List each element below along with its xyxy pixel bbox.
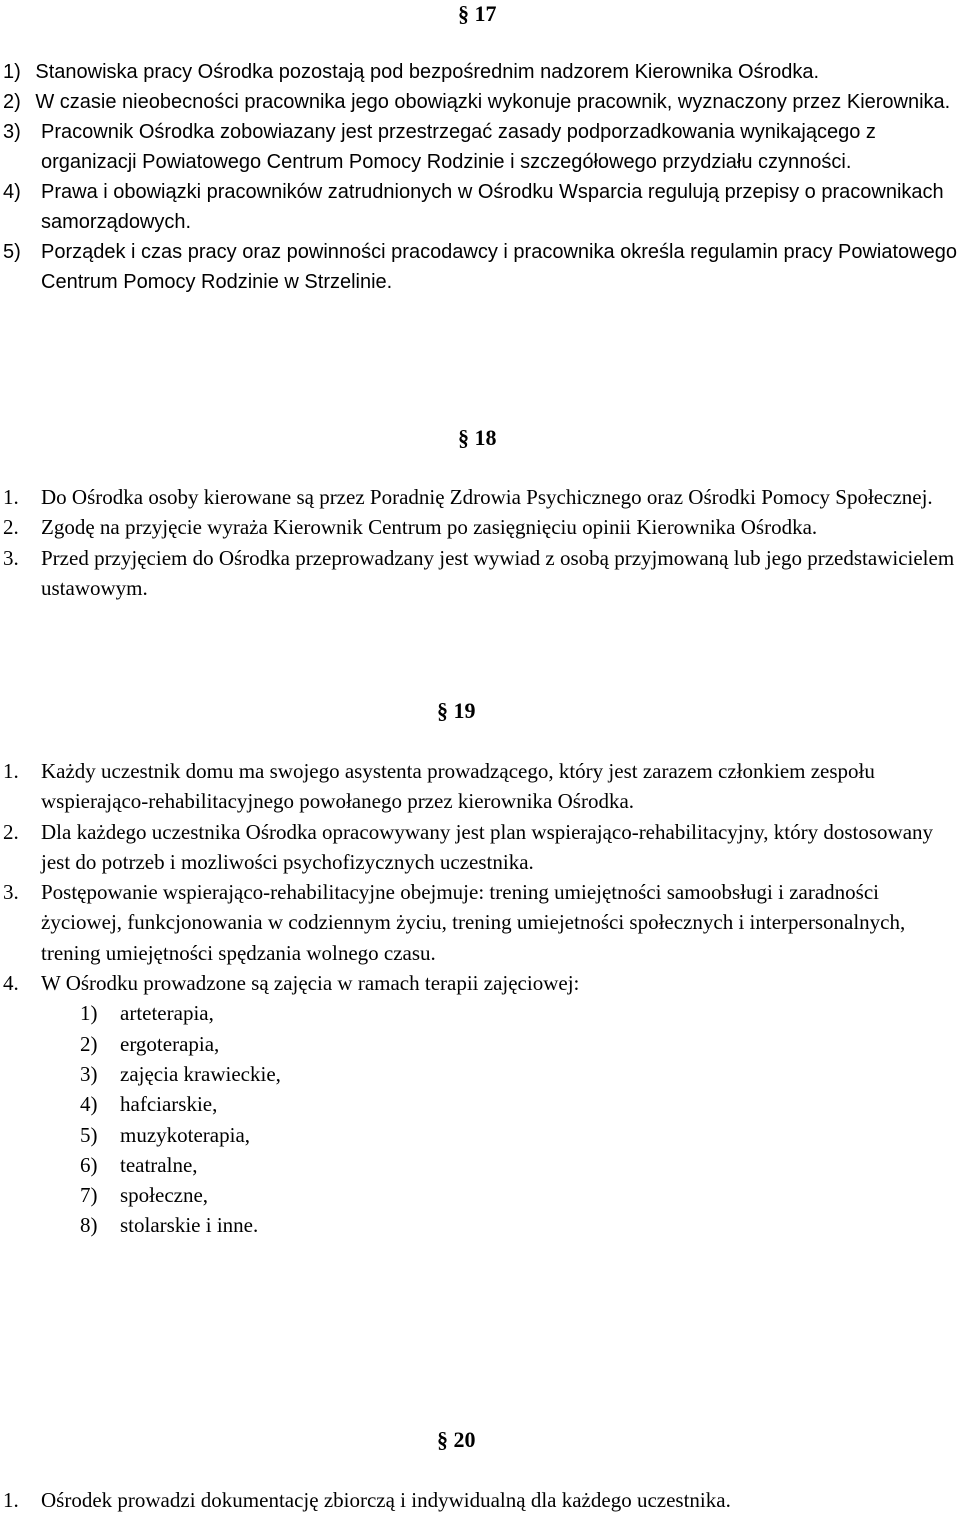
section-20-heading: § 20 [437,1427,476,1452]
list-item [0,482,960,512]
subitem-number: 7) [80,1183,98,1208]
list-item [0,87,960,117]
item-number: 4) [3,181,21,203]
subitem-number: 8) [80,1213,98,1238]
subitem-text: muzykoterapia, [120,1122,251,1147]
subitem-text: społeczne, [120,1183,209,1208]
section-20-list [0,1485,960,1515]
item-number: 1. [3,485,19,509]
section-17-heading: § 17 [458,1,497,26]
item-text: Każdy uczestnik domu ma swojego asystenta prowadzącego, który jest zarazem członkiem zespołu wspierająco-rehabilitacyjnego powołanego przez kierownika Ośrodka. [41,759,875,814]
item-text: Dla każdego uczestnika Ośrodka opracowywany jest plan wspierająco-rehabilitacyjny, który dostosowany jest do potrzeb i mozliwości psychofizycznych uczestnika. [41,819,934,874]
sublist-item [0,1150,960,1180]
therapy-sublist [0,998,960,1240]
subitem-number: 6) [80,1152,98,1177]
item-text: Stanowiska pracy Ośrodka pozostają pod bezpośrednim nadzorem Kierownika Ośrodka. [35,61,820,83]
list-item [0,1485,960,1515]
section-19-list [0,756,960,1241]
list-item [0,117,960,177]
subitem-text: zajęcia krawieckie, [120,1061,281,1086]
item-number: 2) [3,91,21,113]
item-text: W Ośrodku prowadzone są zajęcia w ramach terapii zajęciowej: [41,971,580,996]
section-17-list [0,57,960,297]
item-number: 2. [3,515,19,540]
item-text: Prawa i obowiązki pracowników zatrudnionych w Ośrodku Wsparcia regulują przepisy o pracownikach samorządowych. [41,181,944,233]
sublist-item [0,1029,960,1059]
subitem-text: stolarskie i inne. [120,1213,259,1238]
list-item [0,968,960,998]
item-text: Postępowanie wspierająco-rehabilitacyjne obejmuje: trening umiejętności samoobsługi i zaradności życiowej, funkcjonowania w codziennym życiu, trening umiejetności społecznych i interpersonalnych, trening umiejętności spędzania wolnego czasu. [41,880,906,965]
sublist-item [0,1059,960,1089]
section-19-heading: § 19 [437,698,476,723]
item-number: 4. [3,971,19,996]
list-item [0,512,960,542]
list-item [0,817,960,878]
sublist-item [0,1180,960,1210]
item-number: 1. [3,759,19,783]
item-text: Porządek i czas pracy oraz powinności pracodawcy i pracownika określa regulamin pracy Powiatowego Centrum Pomocy Rodzinie w Strzelinie. [41,241,957,293]
list-item [0,877,960,968]
item-number: 3) [3,121,21,143]
sublist-item [0,1120,960,1150]
subitem-number: 4) [80,1092,98,1117]
item-number: 2. [3,819,19,844]
subitem-text: ergoterapia, [120,1031,220,1056]
list-item [0,543,960,604]
list-item [0,177,960,237]
item-text: Zgodę na przyjęcie wyraża Kierownik Centrum po zasięgnięciu opinii Kierownika Ośrodka. [41,515,818,540]
list-item [0,57,960,87]
subitem-number: 1) [80,1001,98,1026]
subitem-text: arteterapia, [120,1001,214,1026]
sublist-item [0,1210,960,1240]
item-text: Do Ośrodka osoby kierowane są przez Poradnię Zdrowia Psychicznego oraz Ośrodki Pomocy Społecznej. [41,485,933,509]
item-number: 5) [3,241,21,263]
section-18-list [0,482,960,603]
list-item [0,756,960,817]
section-18-heading: § 18 [458,425,497,450]
subitem-number: 2) [80,1031,98,1056]
item-number: 3. [3,880,19,905]
item-number: 1) [3,61,21,83]
item-number: 3. [3,545,19,570]
list-item [0,237,960,297]
item-text: Ośrodek prowadzi dokumentację zbiorczą i indywidualną dla każdego uczestnika. [41,1488,731,1512]
subitem-text: hafciarskie, [120,1092,218,1117]
item-text: Pracownik Ośrodka zobowiazany jest przestrzegać zasady podporzadkowania wynikającego z organizacji Powiatowego Centrum Pomocy Rodzinie i szczegółowego przydziału czynności. [41,121,876,173]
sublist-item [0,998,960,1028]
sublist-item [0,1089,960,1119]
subitem-text: teatralne, [120,1152,198,1177]
item-text: W czasie nieobecności pracownika jego obowiązki wykonuje pracownik, wyznaczony przez Kierownika. [35,91,951,113]
item-text: Przed przyjęciem do Ośrodka przeprowadzany jest wywiad z osobą przyjmowaną lub jego przedstawicielem ustawowym. [41,545,955,600]
item-number: 1. [3,1488,19,1512]
subitem-number: 3) [80,1061,98,1086]
subitem-number: 5) [80,1122,98,1147]
